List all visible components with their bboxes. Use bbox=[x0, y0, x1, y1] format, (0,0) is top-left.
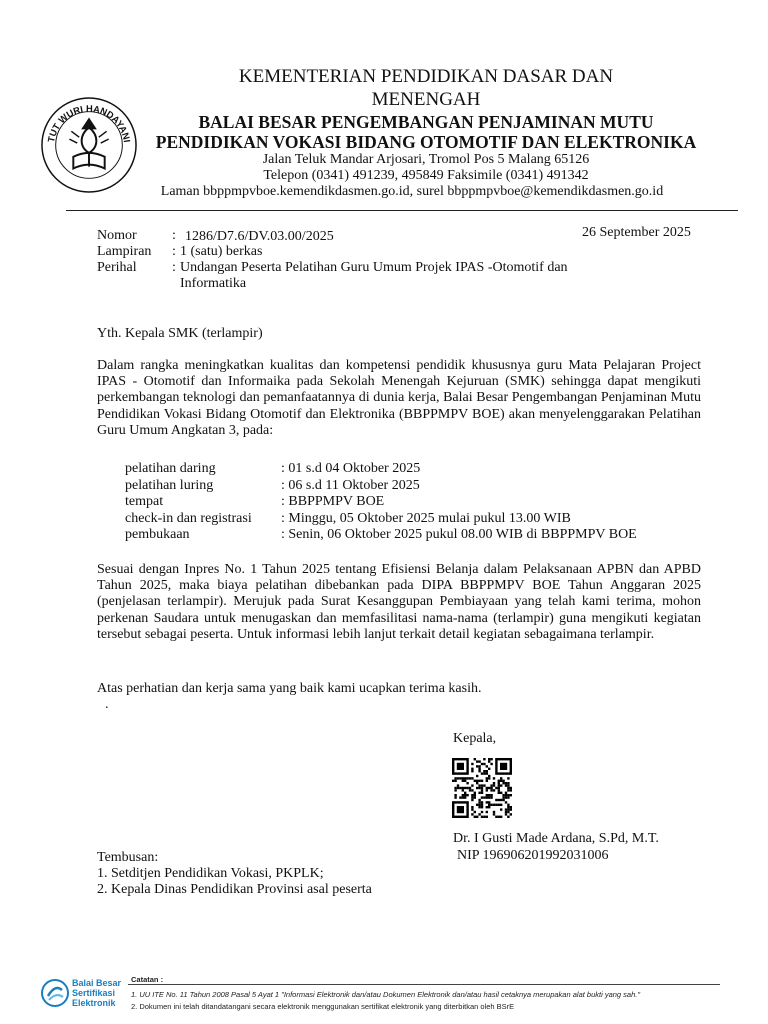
agency-web-email: Laman bbppmpvboe.kemendikdasmen.go.id, surel bbppmpvboe@kemendikdasmen.go.id bbox=[160, 184, 664, 199]
agency-address: Jalan Teluk Mandar Arjosari, Tromol Pos 5 Malang 65126 bbox=[262, 152, 590, 167]
schedule-value: : Senin, 06 Oktober 2025 pukul 08.00 WIB di BBPPMPV BOE bbox=[281, 527, 637, 542]
lampiran-value: 1 (satu) berkas bbox=[180, 244, 263, 259]
nomor-label: Nomor bbox=[97, 228, 137, 243]
schedule-label: pelatihan luring bbox=[125, 478, 214, 493]
paragraph-intro: Dalam rangka meningkatkan kualitas dan kompetensi pendidik khususnya guru Mata Pelajaran Project IPAS - Otomotif dan Informaika pada Sekolah Menengah Kejuruan (SMK) sehingga dapat mengikuti perkembangan teknologi dan pemanfaatannya di dunia kerja, Balai Besar Pengembangan Penjaminan Mutu Pendidikan Vokasi Bidang Otomotif dan Elektronika (BBPPMPV BOE) akan menyelenggarakan Pelatihan Guru Umum Angkatan 3, pada: bbox=[97, 358, 701, 438]
agency-name-line1: BALAI BESAR PENGEMBANGAN PENJAMINAN MUTU bbox=[198, 112, 654, 132]
qr-code bbox=[452, 758, 512, 818]
lampiran-colon: : bbox=[172, 244, 176, 259]
perihal-value-line1: Undangan Peserta Pelatihan Guru Umum Projek IPAS -Otomotif dan bbox=[180, 260, 568, 275]
paragraph-funding: Sesuai dengan Inpres No. 1 Tahun 2025 tentang Efisiensi Belanja dalam Pelaksanaan APBN dan APBD Tahun 2025, maka biaya pelatihan dibebankan pada DIPA BBPPMPV BOE Tahun Anggaran 2025 (penjelasan terlampir). Merujuk pada Surat Kesanggupan Pembiayaan yang telah kami terima, mohon perkenan Saudara untuk menugaskan dan memfasilitasi nama-nama (terlampir) guna mengikuti kegiatan tersebut sebagai peserta. Untuk informasi lebih lanjut terkait detail kegiatan sebagaimana terlampir. bbox=[97, 562, 701, 642]
agency-phone: Telepon (0341) 491239, 495849 Faksimile (0341) 491342 bbox=[263, 168, 589, 183]
footer-note-2: 2. Dokumen ini telah ditandatangani secara elektronik menggunakan sertifikat elektronik yang diterbitkan oleh BSrE bbox=[131, 1002, 515, 1011]
stray-dot: . bbox=[105, 697, 109, 712]
nomor-colon: : bbox=[172, 228, 176, 243]
header-divider bbox=[66, 210, 738, 211]
schedule-value: : 06 s.d 11 Oktober 2025 bbox=[281, 478, 420, 493]
letter-date: 26 September 2025 bbox=[582, 225, 691, 240]
tembusan-label: Tembusan: bbox=[97, 850, 159, 865]
ministry-name-line1: KEMENTERIAN PENDIDIKAN DASAR DAN bbox=[238, 66, 614, 87]
perihal-value-line2: Informatika bbox=[180, 276, 247, 291]
ministry-name-line2: MENENGAH bbox=[371, 89, 481, 110]
tembusan-item: 2. Kepala Dinas Pendidikan Provinsi asal peserta bbox=[97, 882, 372, 897]
footer-divider bbox=[128, 984, 720, 985]
tembusan-item: 1. Setditjen Pendidikan Vokasi, PKPLK; bbox=[97, 866, 324, 881]
bsre-line3: Elektronik bbox=[72, 998, 116, 1008]
perihal-label: Perihal bbox=[97, 260, 137, 275]
signatory-nip: NIP 196906201992031006 bbox=[457, 848, 609, 863]
signatory-name: Dr. I Gusti Made Ardana, S.Pd, M.T. bbox=[453, 831, 659, 846]
schedule-value: : Minggu, 05 Oktober 2025 mulai pukul 13.00 WIB bbox=[281, 511, 571, 526]
schedule-label: pembukaan bbox=[125, 527, 190, 542]
svg-text:TUT WURI HANDAYANI: TUT WURI HANDAYANI bbox=[46, 103, 132, 144]
signature-title: Kepala, bbox=[453, 731, 497, 746]
schedule-label: pelatihan daring bbox=[125, 461, 216, 476]
perihal-colon: : bbox=[172, 260, 176, 275]
footer-catatan: Catatan : bbox=[131, 975, 164, 984]
lampiran-label: Lampiran bbox=[97, 244, 152, 259]
schedule-value: : BBPPMPV BOE bbox=[281, 494, 385, 509]
schedule-value: : 01 s.d 04 Oktober 2025 bbox=[281, 461, 421, 476]
schedule-label: check-in dan registrasi bbox=[125, 511, 252, 526]
bsre-name bbox=[72, 978, 121, 1008]
nomor-value: 1286/D7.6/DV.03.00/2025 bbox=[185, 229, 334, 244]
bsre-logo-icon bbox=[40, 978, 70, 1008]
closing-line: Atas perhatian dan kerja sama yang baik kami ucapkan terima kasih. bbox=[97, 681, 482, 696]
bsre-line2: Sertifikasi bbox=[72, 988, 116, 998]
bsre-line1: Balai Besar bbox=[72, 978, 122, 988]
footer-note-1: 1. UU ITE No. 11 Tahun 2008 Pasal 5 Ayat 1 "Informasi Elektronik dan/atau Dokumen Elektronik dan/atau hasil cetaknya merupakan alat bukti yang sah." bbox=[131, 990, 641, 999]
schedule-label: tempat bbox=[125, 494, 164, 509]
salutation: Yth. Kepala SMK (terlampir) bbox=[97, 326, 263, 341]
agency-name-line2: PENDIDIKAN VOKASI BIDANG OTOMOTIF DAN ELEKTRONIKA bbox=[155, 132, 697, 152]
